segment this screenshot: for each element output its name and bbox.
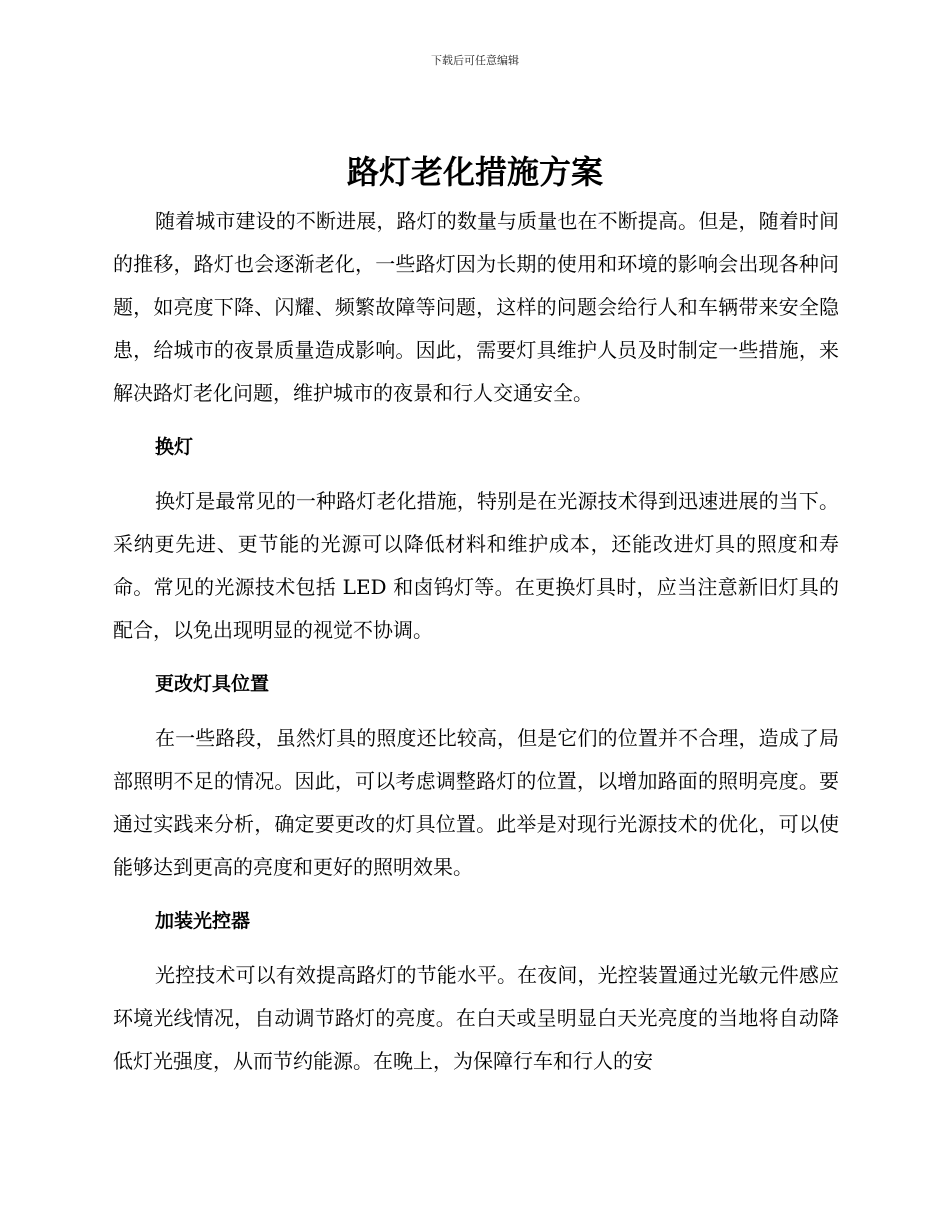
page-header-note: 下载后可任意编辑 (431, 54, 519, 67)
document-body (113, 200, 839, 1083)
section-body-replace-lamp: 换灯是最常见的一种路灯老化措施，特别是在光源技术得到迅速进展的当下。采纳更先进、更节能的光源可以降低材料和维护成本，还能改进灯具的照度和寿命。常见的光源技术包括 LED 和卤钨灯等。在更换灯具时，应当注意新旧灯具的配合，以免出现明显的视觉不协调。 (113, 489, 839, 642)
section-heading-light-controller: 加装光控器 (155, 910, 251, 932)
section-heading-replace-lamp: 换灯 (155, 436, 194, 458)
document-title: 路灯老化措施方案 (346, 153, 603, 191)
section-body-light-controller: 光控技术可以有效提高路灯的节能水平。在夜间，光控装置通过光敏元件感应环境光线情况，自动调节路灯的亮度。在白天或呈明显白天光亮度的当地将自动降低灯光强度，从而节约能源。在晚上，为保障行车和行人的安 (113, 963, 839, 1073)
section-heading-relocate-lamp: 更改灯具位置 (155, 673, 270, 695)
section-body-relocate-lamp: 在一些路段，虽然灯具的照度还比较高，但是它们的位置并不合理，造成了局部照明不足的情况。因此，可以考虑调整路灯的位置，以增加路面的照明亮度。要通过实践来分析，确定要更改的灯具位置。此举是对现行光源技术的优化，可以使能够达到更高的亮度和更好的照明效果。 (113, 726, 839, 879)
intro-paragraph: 随着城市建设的不断进展，路灯的数量与质量也在不断提高。但是，随着时间的推移，路灯也会逐渐老化，一些路灯因为长期的使用和环境的影响会出现各种问题，如亮度下降、闪耀、频繁故障等问题，这样的问题会给行人和车辆带来安全隐患，给城市的夜景质量造成影响。因此，需要灯具维护人员及时制定一些措施，来解决路灯老化问题，维护城市的夜景和行人交通安全。 (113, 209, 839, 405)
